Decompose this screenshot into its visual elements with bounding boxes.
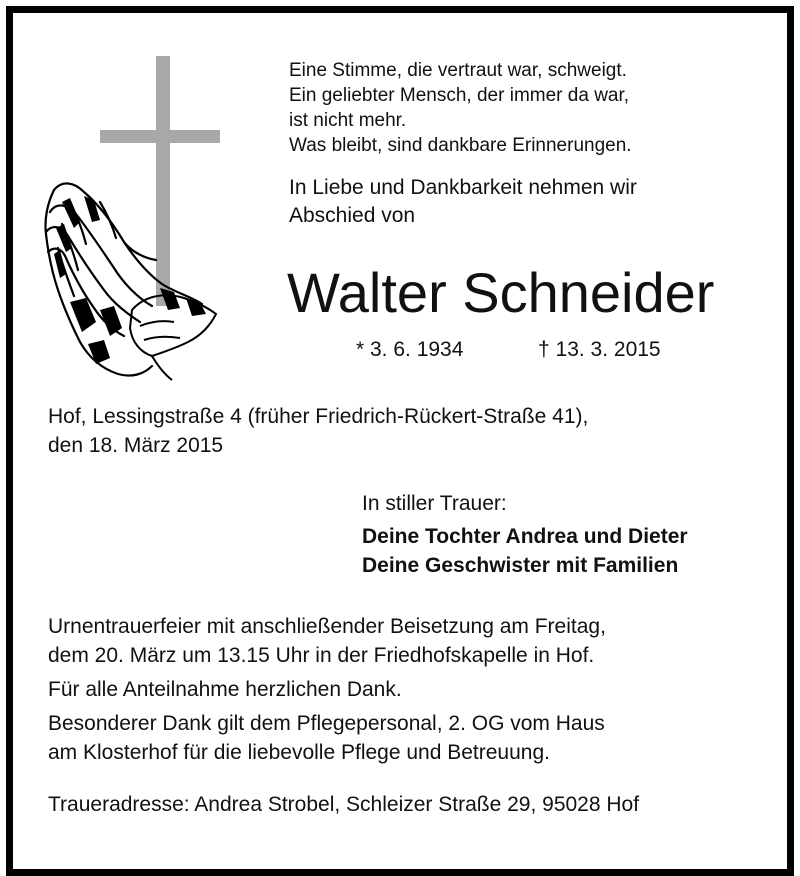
service-line: Urnentrauerfeier mit anschließender Beisetzung am Freitag, [48, 615, 606, 638]
cross-and-praying-hands [40, 52, 220, 384]
thanks-text [48, 675, 768, 704]
mourner: Deine Tochter Andrea und Dieter [362, 525, 688, 548]
intro-line: Abschied von [289, 204, 416, 227]
verse [289, 58, 759, 158]
death-date: † 13. 3. 2015 [538, 338, 661, 361]
special-thanks-line: Besonderer Dank gilt dem Pflegepersonal, 2. OG vom Haus [48, 712, 605, 735]
place-and-date [48, 402, 768, 460]
deceased-name: Walter Schneider [287, 261, 715, 324]
mourner: Deine Geschwister mit Familien [362, 554, 679, 577]
address-line: Traueradresse: Andrea Strobel, Schleizer Straße 29, 95028 Hof [48, 793, 640, 816]
verse-line: Was bleibt, sind dankbare Erinnerungen. [289, 135, 632, 156]
intro-line: In Liebe und Dankbarkeit nehmen wir [289, 176, 637, 199]
cross-icon [100, 56, 220, 306]
date-line: den 18. März 2015 [48, 434, 224, 457]
special-thanks [48, 709, 768, 767]
service-info [48, 612, 768, 670]
mourning-address [48, 790, 768, 819]
thanks-line: Für alle Anteilnahme herzlichen Dank. [48, 678, 402, 701]
special-thanks-line: am Klosterhof für die liebevolle Pflege und Betreuung. [48, 741, 550, 764]
mourners-list [362, 522, 688, 580]
verse-line: Ein geliebter Mensch, der immer da war, [289, 85, 630, 106]
intro-text [289, 174, 759, 230]
service-line: dem 20. März um 13.15 Uhr in der Friedhofskapelle in Hof. [48, 644, 595, 667]
place-line: Hof, Lessingstraße 4 (früher Friedrich-Rückert-Straße 41), [48, 405, 589, 428]
mourning-label: In stiller Trauer: [362, 492, 507, 515]
birth-date: * 3. 6. 1934 [356, 338, 464, 361]
verse-line: ist nicht mehr. [289, 110, 407, 131]
verse-line: Eine Stimme, die vertraut war, schweigt. [289, 60, 627, 81]
